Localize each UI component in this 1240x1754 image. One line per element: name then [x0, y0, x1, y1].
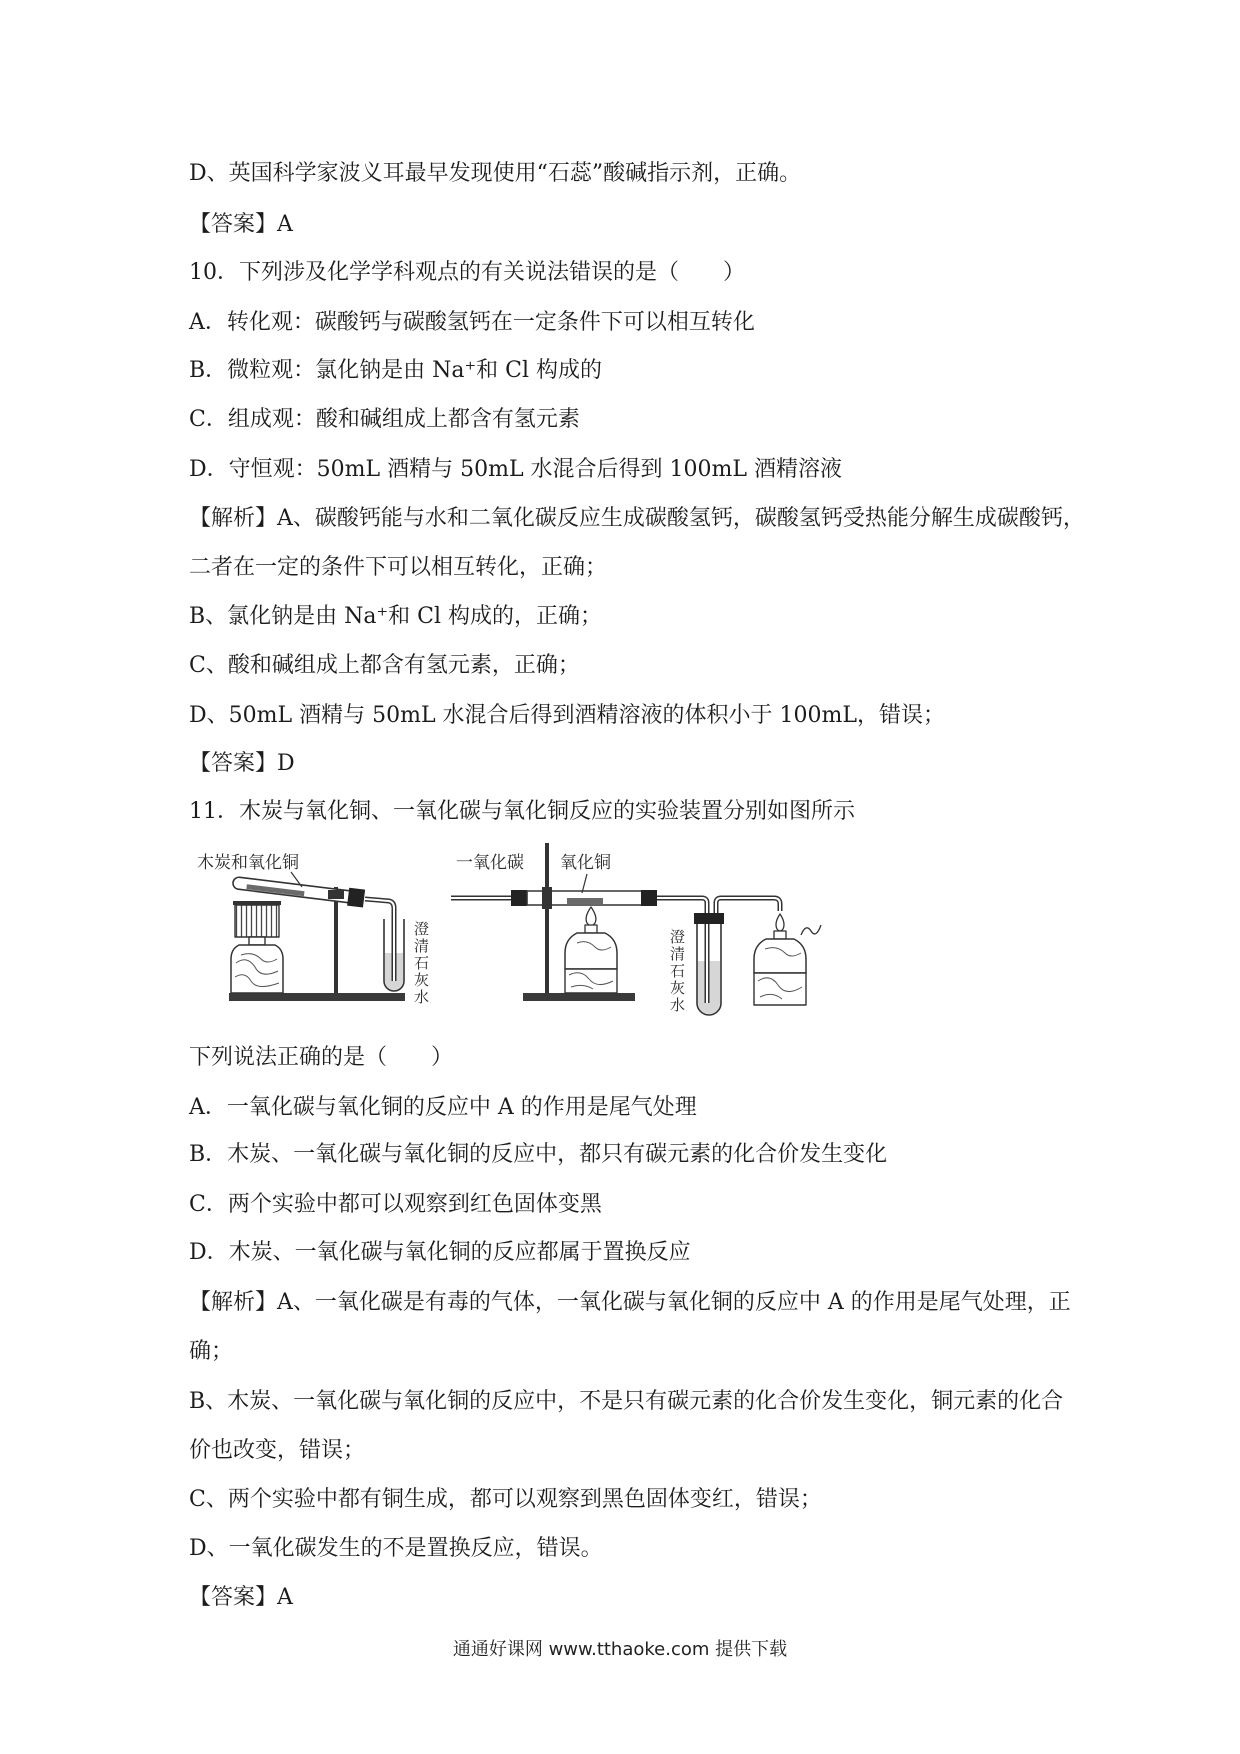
- prev-explanation-d: D、英国科学家波义耳最早发现使用“石蕊”酸碱指示剂，正确。: [189, 161, 802, 186]
- lamp-neck: [249, 937, 265, 945]
- lamp-flame: [776, 914, 784, 931]
- q11-analysis-line: C、两个实验中都有铜生成，都可以观察到黑色固体变红，错误；: [189, 1487, 822, 1512]
- stand-rod: [545, 843, 549, 993]
- stand-base: [229, 993, 405, 1001]
- right-gas-label: 一氧化碳: [456, 853, 524, 873]
- lamp-wick-holder: [585, 925, 597, 933]
- lamp-flame: [586, 907, 596, 926]
- left-reagent-label: 木炭和氧化铜: [197, 853, 299, 873]
- q10-option-b: B．微粒观：氯化钠是由 Na⁺和 Cl 构成的: [189, 358, 602, 383]
- stand-clamp: [328, 890, 344, 899]
- prev-answer: 【答案】A: [189, 212, 293, 237]
- q10-stem: 10．下列涉及化学学科观点的有关说法错误的是（ ）: [189, 260, 745, 285]
- right-limewater-label: 澄清石灰水: [668, 929, 686, 1014]
- exhaust-tube: [716, 898, 780, 913]
- q10-analysis-line: C、酸和碱组成上都含有氢元素，正确；: [189, 653, 580, 678]
- q10-analysis-line: D、50mL 酒精与 50mL 水混合后得到酒精溶液的体积小于 100mL，错误；: [189, 703, 946, 728]
- alcohol-lamp-body: [754, 939, 806, 973]
- alcohol-lamp-body: [565, 933, 617, 969]
- q10-analysis-line: B、氯化钠是由 Na⁺和 Cl 构成的，正确；: [189, 604, 602, 629]
- q10-analysis-line: 二者在一定的条件下可以相互转化，正确；: [189, 555, 608, 580]
- stand-rod: [334, 887, 338, 993]
- page-footer: 通通好课网 www.tthaoke.com 提供下载: [452, 1639, 788, 1660]
- q11-option-b: B．木炭、一氧化碳与氧化铜的反应中，都只有碳元素的化合价发生变化: [189, 1142, 888, 1167]
- q11-analysis-line: B、木炭、一氧化碳与氧化铜的反应中，不是只有碳元素的化合价发生变化，铜元素的化合: [189, 1389, 1064, 1414]
- q11-stem: 11．木炭与氧化铜、一氧化碳与氧化铜反应的实验装置分别如图所示: [189, 799, 855, 824]
- q10-option-a: A．转化观：碳酸钙与碳酸氢钙在一定条件下可以相互转化: [189, 310, 755, 335]
- q11-answer: 【答案】A: [189, 1585, 293, 1610]
- q10-option-c: C．组成观：酸和碱组成上都含有氢元素: [189, 407, 580, 432]
- stand-base: [523, 993, 635, 1001]
- q11-option-a: A．一氧化碳与氧化铜的反应中 A 的作用是尾气处理: [189, 1095, 697, 1120]
- lamp-cap-hook: [801, 925, 821, 935]
- q10-option-d: D．守恒观：50mL 酒精与 50mL 水混合后得到 100mL 酒精溶液: [189, 457, 842, 482]
- q11-option-d: D．木炭、一氧化碳与氧化铜的反应都属于置换反应: [189, 1240, 691, 1265]
- q11-prompt: 下列说法正确的是（ ）: [189, 1045, 454, 1070]
- q11-analysis-line: D、一氧化碳发生的不是置换反应，错误。: [189, 1536, 603, 1561]
- rubber-stopper: [641, 890, 657, 906]
- q11-analysis-line: 价也改变，错误；: [189, 1438, 366, 1463]
- reagent-leader-line: [582, 874, 587, 893]
- q11-analysis-line: 确；: [189, 1339, 234, 1364]
- q10-answer: 【答案】D: [189, 751, 295, 776]
- carbon-reduction-apparatus: [229, 872, 405, 1001]
- test-tube-stopper: [694, 913, 724, 924]
- q11-analysis-line: 【解析】A、一氧化碳是有毒的气体，一氧化碳与氧化铜的反应中 A 的作用是尾气处理，正: [189, 1290, 1071, 1315]
- right-reagent-label: 氧化铜: [560, 853, 611, 873]
- stand-clamp: [542, 887, 552, 909]
- rubber-stopper: [511, 890, 527, 906]
- q11-option-c: C．两个实验中都可以观察到红色固体变黑: [189, 1192, 602, 1217]
- q10-analysis-line: 【解析】A、碳酸钙能与水和二氧化碳反应生成碳酸氢钙，碳酸氢钙受热能分解生成碳酸钙，: [189, 506, 1085, 531]
- left-limewater-label: 澄清石灰水: [412, 921, 430, 1006]
- rubber-stopper: [347, 888, 365, 908]
- q11-apparatus-figure: [189, 843, 829, 1025]
- mesh-cover: [235, 905, 279, 937]
- copper-oxide-powder: [567, 898, 603, 904]
- lamp-wick-holder: [774, 931, 786, 939]
